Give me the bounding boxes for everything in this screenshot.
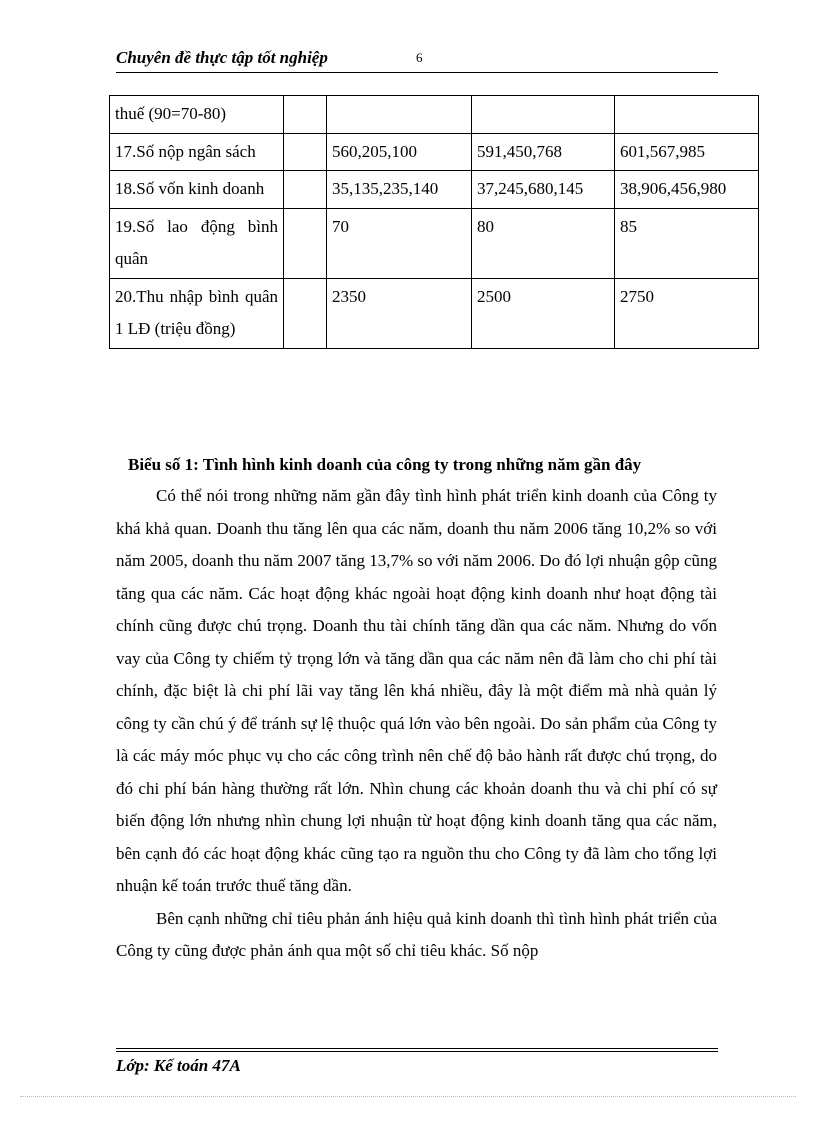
value-cell: 38,906,456,980 (615, 171, 759, 209)
value-cell (615, 96, 759, 134)
value-cell: 601,567,985 (615, 133, 759, 171)
value-cell: 2750 (615, 278, 759, 348)
row-label: 20.Thu nhập bình quân 1 LĐ (triệu đồng) (110, 278, 284, 348)
row-label: 19.Số lao động bình quân (110, 208, 284, 278)
body-text (116, 480, 717, 968)
value-cell (472, 96, 615, 134)
value-cell: 560,205,100 (327, 133, 472, 171)
footer-divider (116, 1048, 718, 1049)
value-cell: 2500 (472, 278, 615, 348)
value-cell: 80 (472, 208, 615, 278)
row-label: 17.Số nộp ngân sách (110, 133, 284, 171)
empty-cell (284, 278, 327, 348)
value-cell (327, 96, 472, 134)
paragraph: Bên cạnh những chỉ tiêu phản ánh hiệu quả kinh doanh thì tình hình phát triển của Công ty cũng được phản ánh qua một số chỉ tiêu khác. Số nộp (116, 908, 717, 960)
value-cell: 70 (327, 208, 472, 278)
table-row (110, 208, 759, 278)
footer-divider (116, 1051, 718, 1052)
value-cell: 2350 (327, 278, 472, 348)
row-label: thuế (90=70-80) (110, 96, 284, 134)
value-cell: 35,135,235,140 (327, 171, 472, 209)
empty-cell (284, 133, 327, 171)
table-row (110, 96, 759, 134)
empty-cell (284, 171, 327, 209)
page-number: 6 (416, 50, 423, 65)
table-row (110, 133, 759, 171)
table-caption: Biểu số 1: Tình hình kinh doanh của công ty trong những năm gần đây (128, 455, 642, 474)
header-title: Chuyên đề thực tập tốt nghiệp (116, 48, 328, 67)
value-cell: 85 (615, 208, 759, 278)
value-cell: 591,450,768 (472, 133, 615, 171)
table-row (110, 171, 759, 209)
value-cell: 37,245,680,145 (472, 171, 615, 209)
page-edge (20, 1096, 796, 1097)
empty-cell (284, 208, 327, 278)
table-row (110, 278, 759, 348)
financial-table (109, 95, 759, 349)
paragraph: Có thể nói trong những năm gần đây tình hình phát triển kinh doanh của Công ty khá khả quan. Doanh thu tăng lên qua các năm, doanh thu năm 2006 tăng 10,2% so với năm 2005, doanh thu năm 2007 tăng 13,7% so với năm 2006. Do đó lợi nhuận gộp cũng tăng qua các năm. Các hoạt động khác ngoài hoạt động kinh doanh như hoạt động tài chính cũng được chú trọng. Doanh thu tài chính tăng dần qua các năm. Nhưng do vốn vay của Công ty chiếm tỷ trọng lớn và tăng dần qua các năm nên đã làm cho chi phí tài chính, đặc biệt là chi phí lãi vay tăng lên khá nhiều, đây là một điểm mà nhà quản lý công ty cần chú ý để tránh sự lệ thuộc quá lớn vào bên ngoài. Do sản phẩm của Công ty là các máy móc phục vụ cho các công trình nên chế độ bảo hành rất được chú trọng, do đó chi phí bán hàng thường rất lớn. Nhìn chung các khoản doanh thu và chi phí có sự biến động lớn nhưng nhìn chung lợi nhuận từ hoạt động kinh doanh tăng qua các năm, bên cạnh đó các hoạt động khác cũng tạo ra nguồn thu cho Công ty đã làm cho tổng lợi nhuận kế toán trước thuế tăng dần. (116, 486, 717, 895)
footer-class-label: Lớp: Kế toán 47A (116, 1056, 241, 1075)
empty-cell (284, 96, 327, 134)
row-label: 18.Số vốn kinh doanh (110, 171, 284, 209)
page-header (116, 48, 718, 73)
